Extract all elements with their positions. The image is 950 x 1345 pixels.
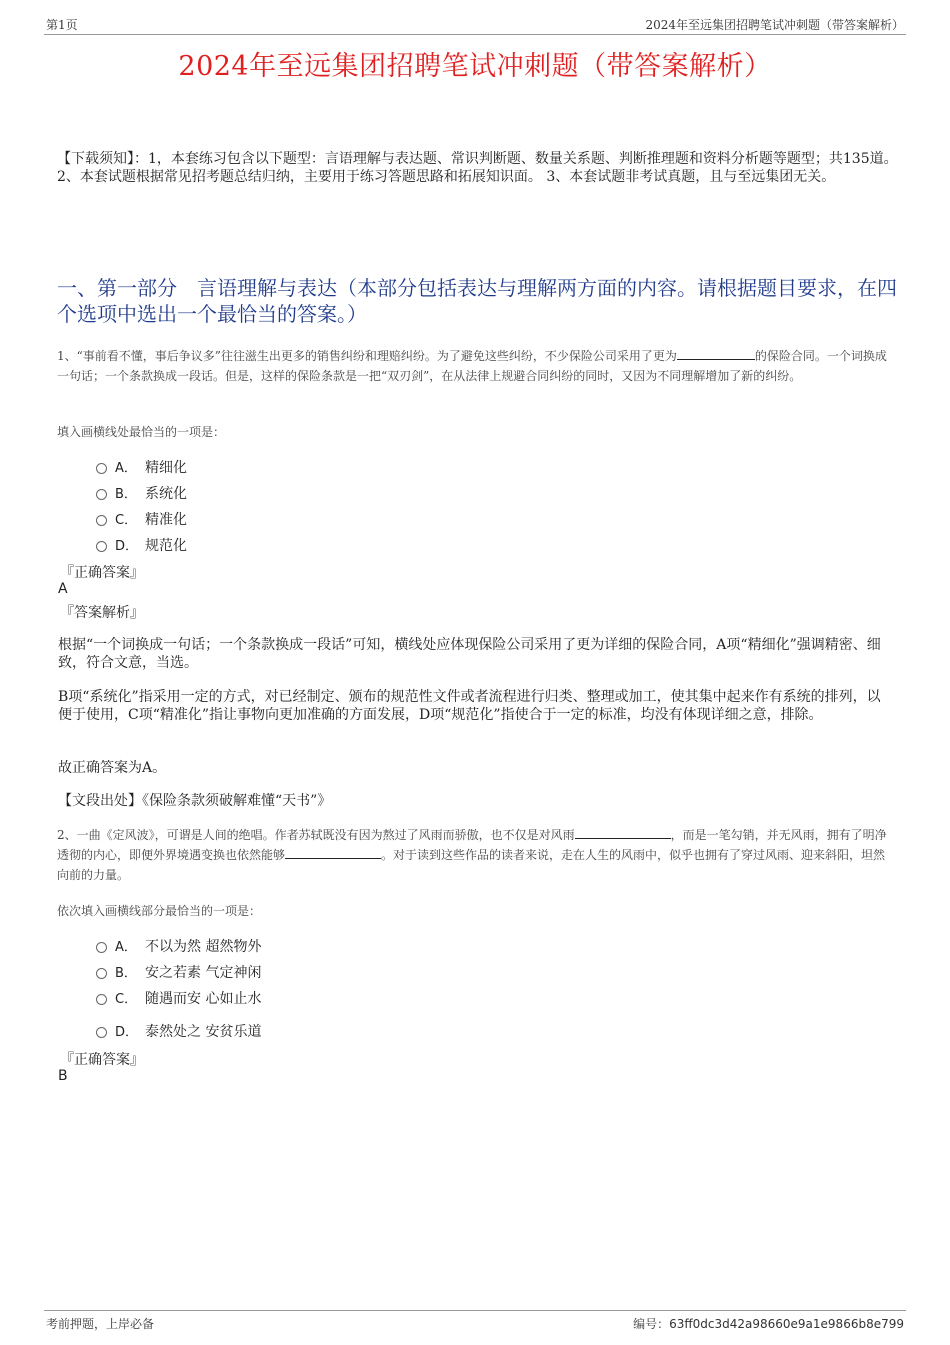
radio-icon[interactable] — [96, 1027, 107, 1038]
q1-source: 【文段出处】《保险条款须破解难懂“天书”》 — [58, 793, 332, 809]
q2-option-a[interactable]: A． 不以为然 超然物外 — [96, 936, 261, 956]
page-footer — [44, 1310, 906, 1333]
q2-option-d[interactable]: D． 泰然处之 安贫乐道 — [96, 1021, 261, 1041]
q2-text-part3: 。对于读到这些作品的读者来说，走在人生的风雨中，似乎也拥有了穿过风雨、迎来斜阳，坦然向前的力量。 — [57, 848, 886, 882]
q1-option-d[interactable]: D． 规范化 — [96, 535, 187, 555]
radio-icon[interactable] — [96, 994, 107, 1005]
q1-blank — [677, 347, 755, 360]
header-doc-title: 2024年至远集团招聘笔试冲刺题（带答案解析） — [645, 18, 904, 32]
q2-blank-2 — [285, 846, 381, 859]
q1-option-c[interactable]: C． 精准化 — [96, 509, 187, 529]
question-2-text — [57, 825, 897, 885]
q1-text-before: 1、“事前看不懂，事后争议多”往往滋生出更多的销售纠纷和理赔纠纷。为了避免这些纠纷，不少保险公司采用了更为 — [57, 349, 677, 363]
q1-answer: A — [58, 581, 68, 597]
radio-icon[interactable] — [96, 968, 107, 979]
q1-analysis-label: 『答案解析』 — [60, 605, 144, 621]
q1-analysis-p3: 故正确答案为A。 — [58, 760, 167, 776]
q1-option-a[interactable]: A． 精细化 — [96, 457, 187, 477]
q1-analysis-p2: B项“系统化”指采用一定的方式，对已经制定、颁布的规范性文件或者流程进行归类、整理或加工，使其集中起来作有系统的排列，以便于使用，C项“精准化”指让事物向更加准确的方面发展，D项“规范化”指使合于一定的标准，均没有体现详细之意，排除。 — [58, 689, 881, 723]
q1-option-b[interactable]: B． 系统化 — [96, 483, 187, 503]
download-notice: 【下载须知】：1，本套练习包含以下题型：言语理解与表达题、常识判断题、数量关系题、判断推理题和资料分析题等题型；共135道。 2、本套试题根据常见招考题总结归纳，主要用于练习答题思路和拓展知识面。 3、本套试题非考试真题，且与至远集团无关。 — [57, 151, 898, 185]
page-number: 第1页 — [46, 18, 78, 32]
q1-text-after: 的保险合同。一个词换成一句话；一个条款换成一段话。但是，这样的保险条款是一把“双刃剑”，在从法律上规避合同纠纷的同时，又因为不同理解增加了新的纠纷。 — [57, 349, 887, 383]
q2-option-b[interactable]: B． 安之若素 气定神闲 — [96, 962, 261, 982]
q2-prompt: 依次填入画横线部分最恰当的一项是： — [57, 904, 262, 918]
radio-icon[interactable] — [96, 463, 107, 474]
q1-analysis-p1: 根据“一个词换成一句话；一个条款换成一段话”可知，横线处应体现保险公司采用了更为详细的保险合同，A项“精细化”强调精密、细致，符合文意，当选。 — [58, 637, 881, 671]
question-1-text — [57, 346, 897, 386]
q1-prompt: 填入画横线处最恰当的一项是： — [57, 425, 226, 439]
radio-icon[interactable] — [96, 541, 107, 552]
q2-answer: B — [58, 1068, 68, 1084]
q2-option-c[interactable]: C． 随遇而安 心如止水 — [96, 988, 261, 1008]
q2-text-part2: ，而是一笔勾销，并无风雨，拥有了明净透彻的内心，即便外界境遇变换也依然能够 — [57, 828, 887, 862]
footer-code: 编号：63ff0dc3d42a98660e9a1e9866b8e799 — [633, 1317, 904, 1331]
section-heading: 一、第一部分 言语理解与表达（本部分包括表达与理解两方面的内容。请根据题目要求，在四个选项中选出一个最恰当的答案。） — [57, 276, 897, 326]
footer-slogan: 考前押题，上岸必备 — [46, 1317, 155, 1331]
page-title: 2024年至远集团招聘笔试冲刺题（带答案解析） — [178, 51, 772, 82]
radio-icon[interactable] — [96, 942, 107, 953]
q1-answer-label: 『正确答案』 — [60, 565, 144, 581]
radio-icon[interactable] — [96, 515, 107, 526]
q2-blank-1 — [575, 826, 671, 839]
q2-answer-label: 『正确答案』 — [60, 1052, 144, 1068]
page-header — [44, 14, 906, 35]
radio-icon[interactable] — [96, 489, 107, 500]
q2-text-part1: 2、一曲《定风波》，可谓是人间的绝唱。作者苏轼既没有因为熬过了风雨而骄傲，也不仅是对风雨 — [57, 828, 575, 842]
